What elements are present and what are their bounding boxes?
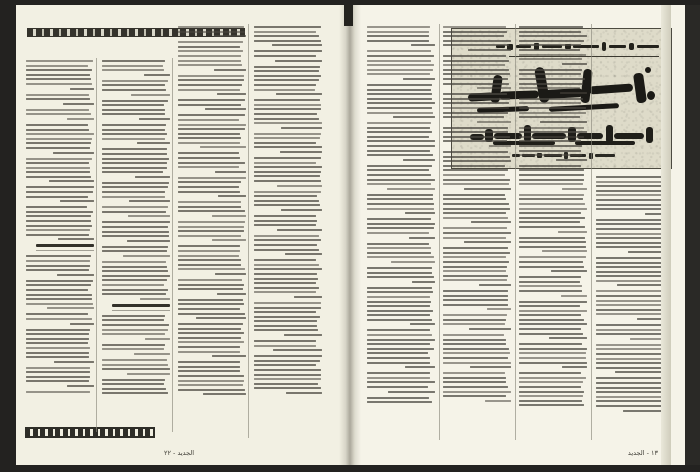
- paragraph: [596, 344, 670, 374]
- paragraph: [519, 165, 587, 190]
- paragraph: [26, 313, 94, 324]
- paragraph: [254, 215, 322, 231]
- paragraph: [367, 50, 435, 80]
- paragraph: [254, 259, 322, 298]
- paragraph: [178, 99, 246, 110]
- text-column: [443, 26, 511, 440]
- scan-edge-right: [685, 0, 700, 472]
- section-subheading: [36, 244, 95, 247]
- paragraph: [519, 98, 587, 123]
- left-page-footer: الجديد - ٢٢: [164, 449, 195, 457]
- paragraph: [254, 157, 322, 187]
- paragraph: [178, 177, 246, 197]
- paragraph: [367, 243, 435, 263]
- paragraph: [102, 315, 170, 340]
- paragraph: [254, 26, 322, 46]
- paragraph: [102, 344, 170, 355]
- paragraph: [178, 323, 246, 357]
- paragraph: [102, 359, 170, 375]
- section-subheading: [112, 304, 171, 307]
- paragraph: [596, 219, 670, 253]
- paragraph: [519, 343, 587, 368]
- paragraph: [102, 379, 170, 395]
- paragraph: [596, 290, 670, 320]
- paragraph: [26, 206, 94, 240]
- subheading-rule: [112, 310, 171, 311]
- paragraph: [443, 151, 511, 190]
- paragraph: [254, 66, 322, 96]
- paragraph: [367, 165, 435, 190]
- paragraph: [254, 340, 322, 351]
- paragraph: [254, 235, 322, 255]
- paragraph: [178, 26, 246, 37]
- right-page-footer: ١٣ - الجديد: [627, 449, 658, 457]
- column-separator: [96, 58, 97, 432]
- column-separator: [439, 24, 440, 440]
- paragraph: [367, 194, 435, 214]
- paragraph: [443, 26, 511, 51]
- paragraph: [519, 301, 587, 340]
- paragraph: [443, 55, 511, 89]
- paragraph: [26, 158, 94, 183]
- paragraph: [443, 127, 511, 147]
- paragraph: [254, 99, 322, 129]
- paragraph: [443, 227, 511, 243]
- paragraph: [26, 124, 94, 154]
- paragraph: [178, 245, 246, 275]
- text-column: [26, 60, 94, 428]
- paragraph: [367, 267, 435, 283]
- right-page: [355, 4, 686, 466]
- paragraph: [178, 361, 246, 395]
- paragraph: [367, 26, 435, 46]
- paragraph: [596, 176, 670, 215]
- column-separator: [172, 58, 173, 432]
- right-page-edge-fold: [661, 4, 671, 466]
- spine-top-shadow: [344, 4, 353, 26]
- column-separator: [515, 24, 516, 440]
- subheading-rule: [36, 250, 95, 251]
- paragraph: [102, 261, 170, 300]
- paragraph: [26, 329, 94, 363]
- paragraph: [26, 255, 94, 275]
- paragraph: [519, 237, 587, 253]
- text-column: [519, 26, 587, 440]
- scan-edge-top: [0, 0, 700, 5]
- paragraph: [26, 60, 94, 90]
- paragraph: [102, 246, 170, 257]
- paragraph: [596, 324, 670, 340]
- paragraph: [596, 377, 670, 411]
- paragraph: [519, 256, 587, 272]
- text-column: [178, 26, 246, 434]
- paragraph: [178, 114, 246, 148]
- paragraph: [443, 93, 511, 123]
- paragraph: [367, 122, 435, 161]
- book-spread: [14, 4, 686, 466]
- paragraph: [254, 50, 322, 61]
- text-column: [254, 26, 322, 438]
- paragraph: [102, 124, 170, 144]
- paragraph: [26, 94, 94, 105]
- paragraph: [367, 84, 435, 118]
- paragraph: [26, 391, 94, 393]
- text-column: [367, 26, 435, 440]
- paragraph: [519, 26, 587, 65]
- paragraph: [102, 221, 170, 241]
- paragraph: [178, 152, 246, 172]
- text-column: [596, 176, 670, 438]
- column-separator: [591, 24, 592, 440]
- paragraph: [102, 182, 170, 202]
- paragraph: [254, 355, 322, 394]
- text-column: [102, 60, 170, 432]
- paragraph: [178, 221, 246, 241]
- paragraph: [102, 80, 170, 96]
- paragraph: [443, 247, 511, 286]
- left-page: [14, 4, 345, 466]
- paragraph: [178, 299, 246, 319]
- paragraph: [519, 69, 587, 94]
- paragraph: [367, 397, 435, 404]
- paragraph: [367, 287, 435, 326]
- scan-edge-left: [0, 0, 16, 472]
- paragraph: [254, 191, 322, 211]
- paragraph: [26, 280, 94, 310]
- scan-edge-bottom: [0, 465, 700, 472]
- paragraph: [26, 186, 94, 202]
- paragraph: [443, 314, 511, 330]
- paragraph: [102, 100, 170, 120]
- paragraph: [443, 194, 511, 224]
- paragraph: [367, 218, 435, 238]
- paragraph: [519, 194, 587, 233]
- paragraph: [178, 41, 246, 71]
- paragraph: [519, 372, 587, 406]
- paragraph: [102, 60, 170, 76]
- paragraph: [254, 133, 322, 153]
- paragraph: [254, 302, 322, 336]
- paragraph: [443, 372, 511, 402]
- paragraph: [178, 279, 246, 295]
- paragraph: [443, 290, 511, 310]
- paragraph: [367, 329, 435, 368]
- paragraph: [26, 109, 94, 120]
- paragraph: [178, 75, 246, 95]
- paragraph: [596, 257, 670, 287]
- paragraph: [178, 201, 246, 217]
- paragraph: [519, 127, 587, 161]
- paragraph: [367, 372, 435, 392]
- paragraph: [443, 334, 511, 368]
- paragraph: [102, 148, 170, 178]
- column-separator: [248, 24, 249, 438]
- paragraph: [519, 276, 587, 296]
- paragraph: [26, 367, 94, 387]
- paragraph: [102, 206, 170, 217]
